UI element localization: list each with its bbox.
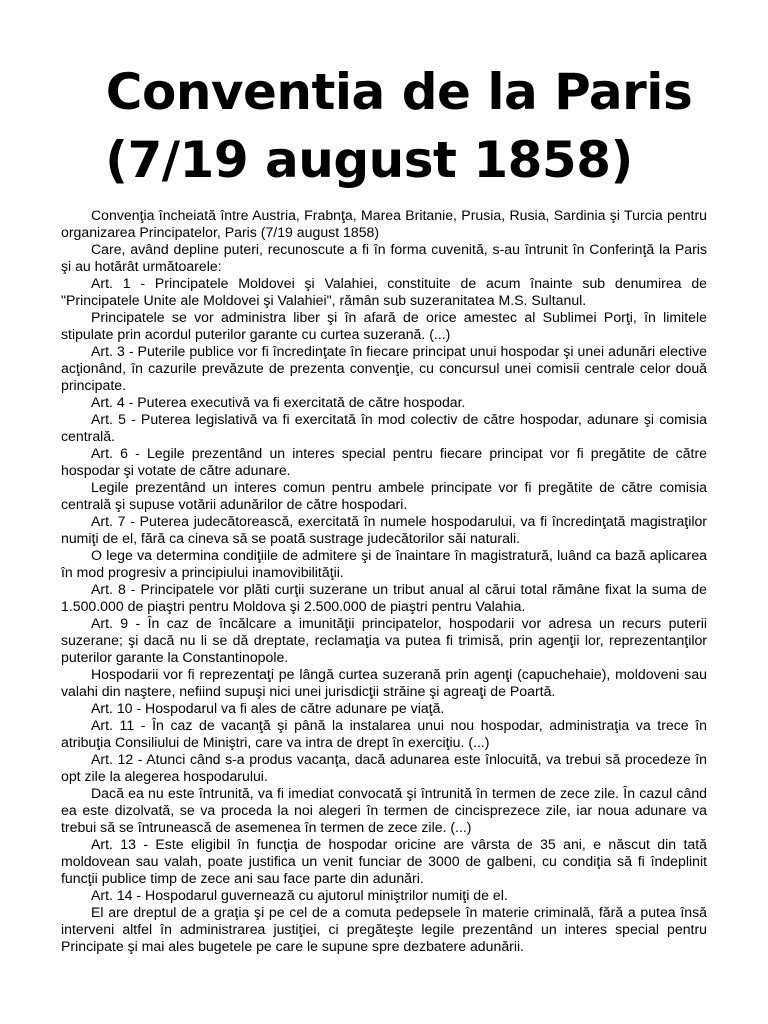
paragraph-art-12-cont: Dacă ea nu este întrunită, va fi imediat convocată şi întrunită în termen de zece zile. În cazul când ea este dizolvată, se va proceda la noi alegeri în termen de cincisprezece zile, iar noua adunare va trebui să se întrunească de asemenea în termen de zece zile. (...) [61,785,707,835]
paragraph-art-3: Art. 3 - Puterile publice vor fi încredinţate în fiecare principat unui hospodar şi unei adunări elective acţionând, în cazurile prevăzute de prezenta convenţie, cu concursul unei comisii centrale celor două principate. [61,343,707,393]
paragraph-art-12: Art. 12 - Atunci când s-a produs vacanţa, dacă adunarea este înlocuită, va trebui să procedeze în opt zile la alegerea hospodarului. [61,751,707,784]
title-line-1: Conventia de la Paris [105,63,693,121]
paragraph-art-11: Art. 11 - În caz de vacanţă şi până la instalarea unui nou hospodar, administraţia va trece în atribuţia Consiliului de Miniştri, care va intra de drept în exerciţiu. (...) [61,717,707,750]
paragraph-art-6: Art. 6 - Legile prezentând un interes special pentru fiecare principat vor fi pregătite de către hospodar şi votate de către adunare. [61,445,707,478]
document-title [0,58,768,194]
paragraph-art-9: Art. 9 - În caz de încălcare a imunităţii principatelor, hospodarii vor adresa un recurs puterii suzerane; şi dacă nu li se dă dreptate, reclamaţia va putea fi trimisă, prin agenţii lor, reprezentanţilor puterilor garante la Constantinopole. [61,615,707,665]
paragraph-art-14-cont: El are dreptul de a graţia şi pe cel de a comuta pedepsele în materie criminală, fără a putea însă interveni altfel în administrarea justiţiei, ci pregăteşte legile prezentând un interes special pentru Principate şi mai ales bugetele pe care le supune spre dezbatere adunării. [61,904,707,954]
paragraph-art-8: Art. 8 - Principatele vor plăti curţii suzerane un tribut anual al cărui total rămâne fixat la suma de 1.500.000 de piaştri pentru Moldova şi 2.500.000 de piaştri pentru Valahia. [61,581,707,614]
paragraph-intro: Convenţia încheiată între Austria, Frabnţa, Marea Britanie, Prusia, Rusia, Sardinia şi Turcia pentru organizarea Principatelor, Paris (7/19 august 1858) [61,207,707,240]
paragraph-art-1: Art. 1 - Principatele Moldovei şi Valahiei, constituite de acum înainte sub denumirea de "Principatele Unite ale Moldovei şi Valahiei", rămân sub suzeranitatea M.S. Sultanul. [61,275,707,308]
paragraph-art-6-cont: Legile prezentând un interes comun pentru ambele principate vor fi pregătite de către comisia centrală şi supuse votării adunărilor de către hospodari. [61,479,707,512]
paragraph-art-4: Art. 4 - Puterea executivă va fi exercitată de către hospodar. [91,394,466,410]
paragraph-art-14: Art. 14 - Hospodarul guvernează cu ajutorul miniştrilor numiţi de el. [91,887,508,903]
paragraph-art-9-cont: Hospodarii vor fi reprezentaţi pe lângă curtea suzerană prin agenţi (capuchehaie), moldoveni sau valahi din naştere, nefiind supuşi nici unei jurisdicţii străine şi agreaţi de Poartă. [61,666,707,699]
paragraph-art-5: Art. 5 - Puterea legislativă va fi exercitată în mod colectiv de către hospodar, adunare şi comisia centrală. [61,411,707,444]
paragraph-art-13: Art. 13 - Este eligibil în funcţia de hospodar oricine are vârsta de 35 ani, e născut din tată moldovean sau valah, poate justifica un venit funciar de 3000 de galbeni, cu condiţia să fi îndeplinit funcţii publice timp de zece ani sau face parte din adunări. [61,836,707,886]
paragraph-art-10: Art. 10 - Hospodarul va fi ales de către adunare pe viaţă. [91,700,445,716]
paragraph-preamble: Care, având depline puteri, recunoscute a fi în forma cuvenită, s-au întrunit în Conferinţă la Paris şi au hotărât următoarele: [61,241,707,274]
paragraph-art-1-cont: Principatele se vor administra liber şi în afară de orice amestec al Sublimei Porţi, în limitele stipulate prin acordul puterilor garante cu curtea suzerană. (...) [61,309,707,342]
paragraph-art-7-cont: O lege va determina condiţiile de admitere şi de înaintare în magistratură, luând ca bază aplicarea în mod progresiv a principiului inamovibilităţii. [61,547,707,580]
paragraph-art-7: Art. 7 - Puterea judecătorească, exercitată în numele hospodarului, va fi încredinţată magistraţilor numiţi de el, fără ca cineva să se poată sustrage judecătorilor săi naturali. [61,513,707,546]
document-body [61,207,707,955]
title-line-2: (7/19 august 1858) [105,131,633,189]
